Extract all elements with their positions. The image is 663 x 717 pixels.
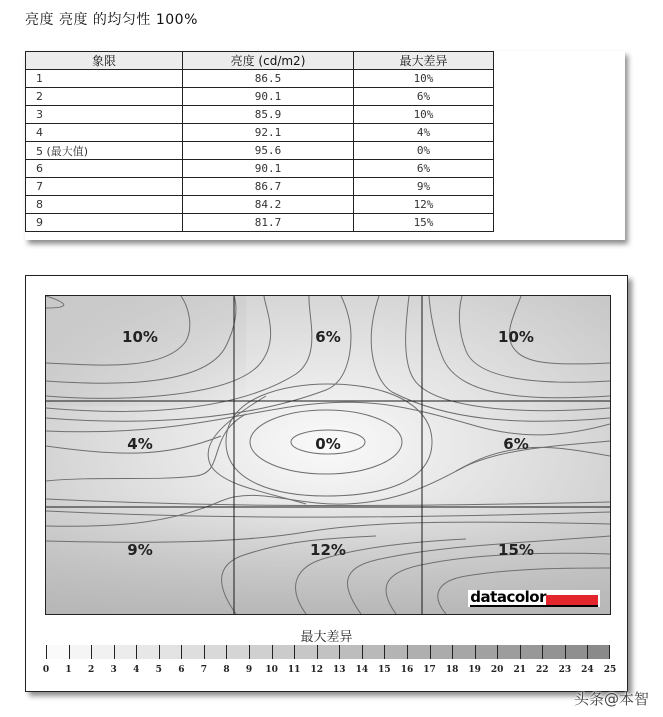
header-quadrant: 象限	[26, 52, 183, 70]
quadrant-2-label: 6%	[315, 328, 341, 346]
colorbar-segment	[91, 645, 114, 659]
colorbar-tick	[497, 645, 498, 659]
luminance-cell: 86.5	[183, 70, 354, 88]
colorbar-tick	[136, 645, 137, 659]
colorbar-tick-label: 0	[42, 665, 50, 675]
quadrant-cell: 8	[26, 196, 183, 214]
table-row	[26, 214, 494, 232]
colorbar-segment	[520, 645, 543, 659]
quadrant-7-label: 9%	[127, 541, 153, 559]
logo-red-bar	[546, 595, 598, 607]
colorbar-tick-label: 22	[536, 665, 549, 675]
colorbar-tick	[384, 645, 385, 659]
max-diff-cell: 12%	[354, 196, 494, 214]
colorbar-tick	[249, 645, 250, 659]
colorbar-tick-label: 18	[445, 665, 459, 675]
colorbar-tick	[430, 645, 431, 659]
quadrant-cell: 7	[26, 178, 183, 196]
colorbar-tick-label: 15	[378, 665, 391, 675]
colorbar-segment	[475, 645, 498, 659]
colorbar-tick-label: 13	[333, 665, 346, 675]
colorbar-tick-label: 5	[155, 665, 162, 675]
max-diff-cell: 10%	[354, 106, 494, 124]
table-row	[26, 124, 494, 142]
colorbar-segment	[249, 645, 272, 659]
colorbar-tick	[452, 645, 453, 659]
page-title: 亮度 亮度 的均匀性 100%	[25, 12, 198, 28]
colorbar-tick	[339, 645, 340, 659]
colorbar-segment	[452, 645, 475, 659]
colorbar-segment	[542, 645, 565, 659]
colorbar-tick	[362, 645, 363, 659]
colorbar-tick-label: 19	[468, 665, 481, 675]
max-diff-cell: 9%	[354, 178, 494, 196]
quadrant-8-label: 12%	[310, 541, 346, 559]
colorbar-title: 最大差异	[300, 630, 353, 645]
quadrant-9-label: 15%	[498, 541, 534, 559]
table-row	[26, 178, 494, 196]
luminance-cell: 90.1	[183, 88, 354, 106]
table-row	[26, 88, 494, 106]
max-diff-cell: 0%	[354, 142, 494, 160]
colorbar-tick	[587, 645, 588, 659]
colorbar-tick-label: 21	[513, 665, 527, 675]
colorbar-tick	[204, 645, 205, 659]
quadrant-cell: 6	[26, 160, 183, 178]
max-diff-cell: 15%	[354, 214, 494, 232]
colorbar-segment	[497, 645, 520, 659]
uniformity-contour-card	[25, 275, 628, 692]
colorbar-segment	[384, 645, 407, 659]
colorbar-tick-label: 12	[310, 665, 323, 675]
colorbar-tick-label: 17	[423, 665, 436, 675]
colorbar-tick	[159, 645, 160, 659]
colorbar-segment	[339, 645, 362, 659]
colorbar-tick	[542, 645, 543, 659]
colorbar-tick-label: 20	[490, 665, 504, 675]
colorbar-tick-label: 16	[400, 665, 414, 675]
max-diff-cell: 4%	[354, 124, 494, 142]
colorbar-tick	[520, 645, 521, 659]
colorbar-tick	[565, 645, 566, 659]
colorbar-segment	[69, 645, 92, 659]
contour-plot	[45, 295, 611, 615]
header-luminance: 亮度 (cd/m2)	[183, 52, 354, 70]
table-row	[26, 160, 494, 178]
quadrant-cell: 9	[26, 214, 183, 232]
colorbar-tick	[91, 645, 92, 659]
colorbar-tick-label: 23	[558, 665, 572, 675]
quadrant-4-label: 4%	[127, 435, 153, 453]
colorbar-segment	[294, 645, 317, 659]
colorbar-segment	[159, 645, 182, 659]
logo-text: datacolor	[470, 588, 546, 606]
colorbar-segment	[317, 645, 340, 659]
luminance-cell: 85.9	[183, 106, 354, 124]
colorbar-tick	[407, 645, 408, 659]
table-row	[26, 70, 494, 88]
table-header-row	[26, 52, 494, 70]
colorbar-tick	[226, 645, 227, 659]
colorbar-tick-label: 4	[133, 665, 140, 675]
quadrant-cell: 3	[26, 106, 183, 124]
quadrant-cell: 1	[26, 70, 183, 88]
colorbar-tick	[272, 645, 273, 659]
colorbar-tick-label: 6	[178, 665, 185, 675]
colorbar-tick-label: 7	[200, 665, 208, 675]
colorbar-tick	[181, 645, 182, 659]
colorbar-tick	[475, 645, 476, 659]
colorbar-tick-label: 3	[110, 665, 117, 675]
colorbar-tick-label: 11	[287, 665, 301, 675]
quadrant-5-label: 0%	[315, 435, 341, 453]
colorbar	[46, 645, 610, 659]
quadrant-cell: 2	[26, 88, 183, 106]
datacolor-logo	[468, 590, 600, 607]
colorbar-segment	[587, 645, 610, 659]
colorbar-tick-label: 1	[65, 665, 72, 675]
quadrant-6-label: 6%	[503, 435, 529, 453]
quadrant-1-label: 10%	[122, 328, 158, 346]
colorbar-tick	[69, 645, 70, 659]
table-row	[26, 196, 494, 214]
luminance-cell: 95.6	[183, 142, 354, 160]
luminance-cell: 81.7	[183, 214, 354, 232]
quadrant-3-label: 10%	[498, 328, 534, 346]
colorbar-segment	[407, 645, 430, 659]
colorbar-segment	[114, 645, 137, 659]
header-max-diff: 最大差异	[354, 52, 494, 70]
colorbar-tick	[317, 645, 318, 659]
quadrant-cell: 5 (最大值)	[26, 142, 183, 160]
table-row	[26, 106, 494, 124]
colorbar-tick-label: 9	[245, 665, 253, 675]
colorbar-tick-label: 24	[581, 665, 594, 675]
luminance-cell: 86.7	[183, 178, 354, 196]
colorbar-segment	[226, 645, 249, 659]
luminance-cell: 84.2	[183, 196, 354, 214]
colorbar-tick-label: 14	[355, 665, 369, 675]
uniformity-table-card	[25, 51, 625, 240]
colorbar-tick	[114, 645, 115, 659]
luminance-cell: 92.1	[183, 124, 354, 142]
colorbar-tick	[294, 645, 295, 659]
max-diff-cell: 6%	[354, 160, 494, 178]
colorbar-tick-label: 10	[265, 665, 278, 675]
colorbar-tick	[609, 645, 610, 659]
colorbar-segment	[362, 645, 385, 659]
colorbar-segment	[136, 645, 159, 659]
colorbar-segment	[565, 645, 588, 659]
watermark: 头条@本智	[573, 690, 649, 708]
quadrant-cell: 4	[26, 124, 183, 142]
colorbar-segment	[181, 645, 204, 659]
luminance-cell: 90.1	[183, 160, 354, 178]
max-diff-cell: 10%	[354, 70, 494, 88]
max-diff-cell: 6%	[354, 88, 494, 106]
colorbar-segment	[46, 645, 69, 659]
colorbar-tick-label: 2	[87, 665, 95, 675]
colorbar-tick	[46, 645, 47, 659]
colorbar-segment	[272, 645, 295, 659]
colorbar-tick-label: 25	[603, 665, 617, 675]
colorbar-segment	[430, 645, 453, 659]
table-row	[26, 142, 494, 160]
colorbar-segment	[204, 645, 227, 659]
colorbar-tick-label: 8	[223, 665, 230, 675]
uniformity-table	[25, 51, 494, 232]
